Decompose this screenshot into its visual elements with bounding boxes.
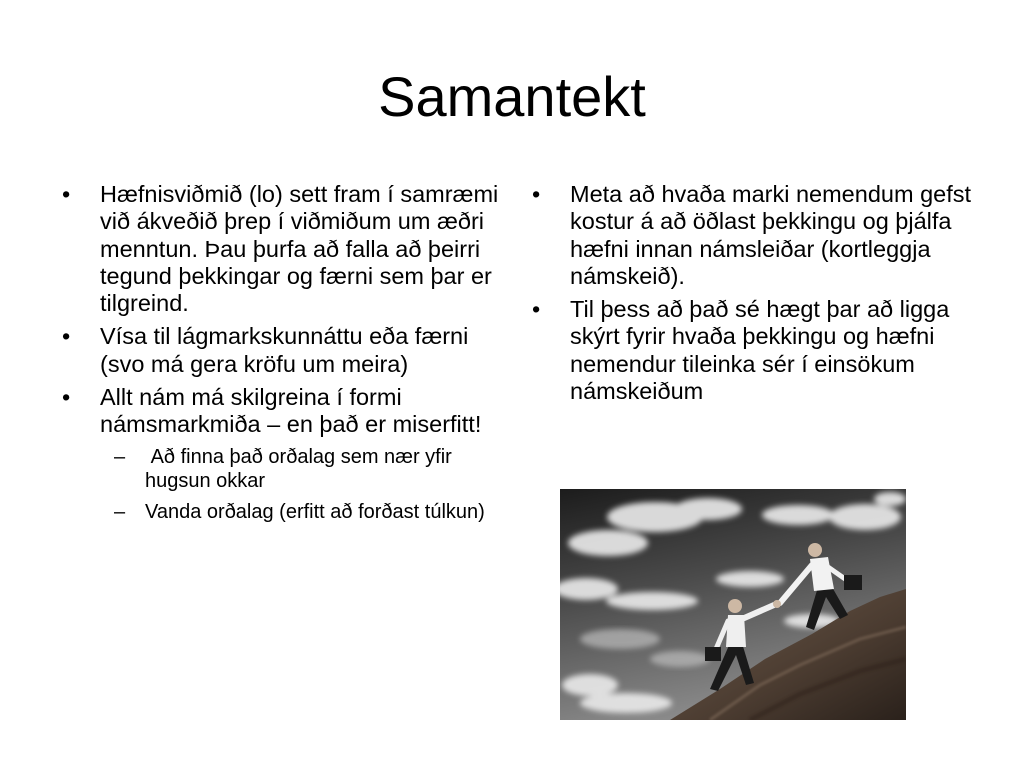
sub-bullet-marker: – bbox=[114, 445, 126, 468]
bullet-marker: • bbox=[532, 296, 541, 323]
climbers-helping-photo bbox=[560, 489, 906, 720]
bullet-item bbox=[532, 181, 972, 290]
bullet-text: Hæfnisviðmið (lo) sett fram í samræmi við ákveðið þrep í viðmiðum um æðri menntun. Þau þurfa að falla að þeirri tegund þekkingar og færni sem þar er tilgreind. bbox=[100, 181, 499, 317]
bullet-item bbox=[532, 296, 972, 405]
bullet-item bbox=[62, 323, 502, 378]
bullet-text: Til þess að það sé hægt þar að ligga skýrt fyrir hvaða þekkingu og hæfni nemendur tileinka sér í einsökum námskeiðum bbox=[570, 296, 950, 405]
left-bullet-list bbox=[62, 181, 502, 530]
bullet-item bbox=[62, 181, 502, 317]
slide-title: Samantekt bbox=[378, 65, 646, 128]
sub-bullet-marker: – bbox=[114, 500, 126, 523]
sub-bullet-item bbox=[62, 445, 502, 494]
bullet-item bbox=[62, 384, 502, 524]
bullet-marker: • bbox=[62, 323, 71, 350]
sub-bullet-item bbox=[62, 500, 502, 525]
bullet-marker: • bbox=[62, 181, 71, 207]
bullet-text: Allt nám má skilgreina í formi námsmarkmiða – en það er miserfitt! bbox=[100, 384, 482, 438]
sub-bullet-text: Að finna það orðalag sem nær yfir hugsun okkar bbox=[145, 445, 458, 493]
bullet-marker: • bbox=[532, 181, 541, 207]
right-bullet-list bbox=[532, 181, 972, 411]
bullet-text: Meta að hvaða marki nemendum gefst kostur á að öðlast þekkingu og þjálfa hæfni innan námsleiðar (kortleggja námskeið). bbox=[570, 181, 972, 289]
bullet-marker: • bbox=[62, 384, 71, 411]
bullet-text: Vísa til lágmarkskunnáttu eða færni (svo má gera kröfu um meira) bbox=[100, 323, 469, 377]
sub-bullet-list bbox=[62, 445, 502, 525]
sub-bullet-text: Vanda orðalag (erfitt að forðast túlkun) bbox=[145, 500, 485, 523]
